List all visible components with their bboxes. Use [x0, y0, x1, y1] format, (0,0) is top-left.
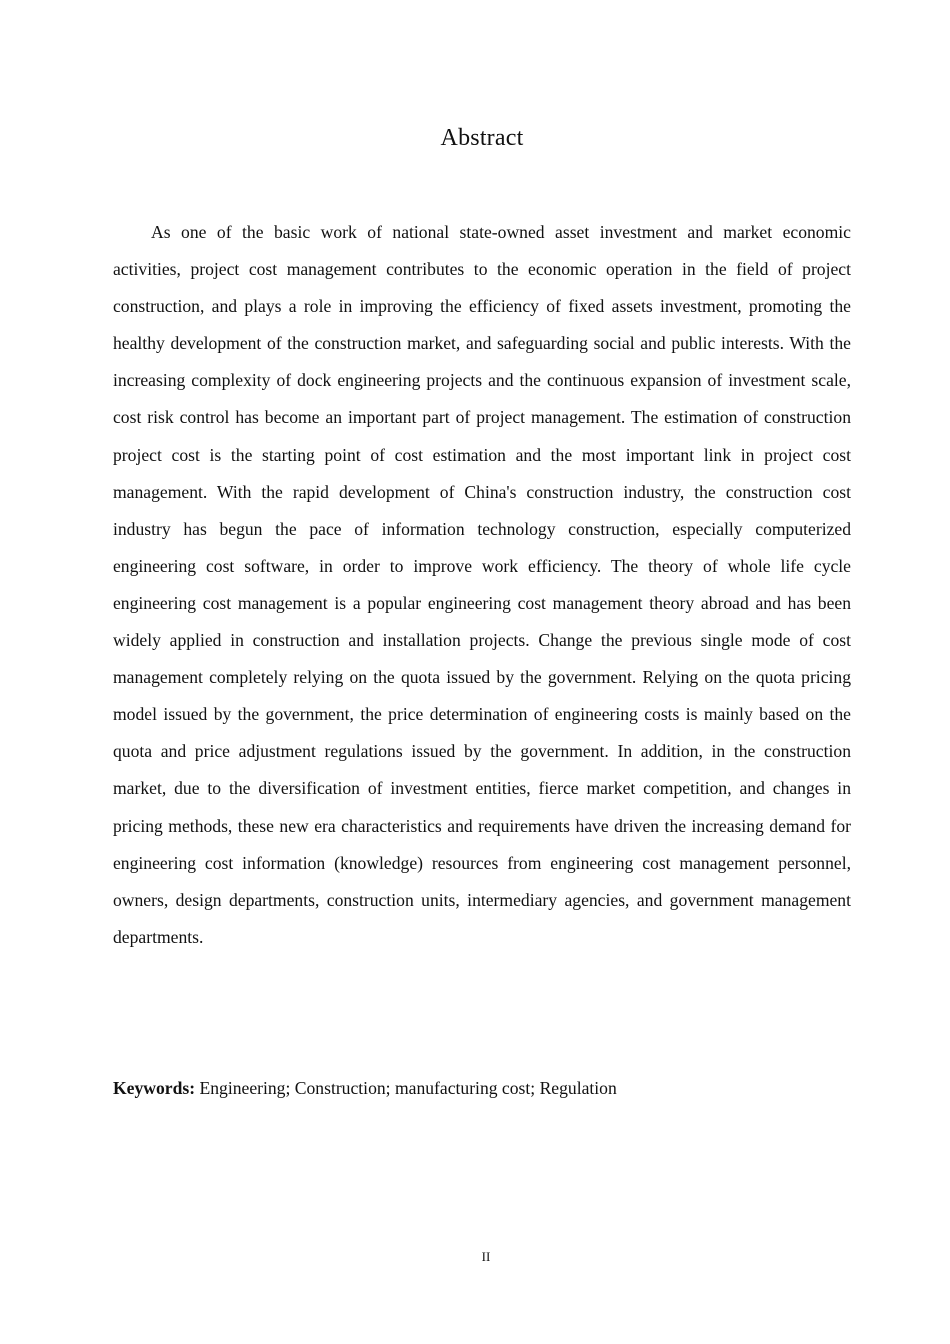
keywords-line — [113, 1074, 851, 1102]
keywords-value: Engineering; Construction; manufacturing cost; Regulation — [195, 1078, 617, 1098]
keywords-label: Keywords: — [113, 1078, 196, 1098]
abstract-paragraph: As one of the basic work of national state-owned asset investment and market economic activities, project cost management contributes to the economic operation in the field of project construction, and plays a role in improving the efficiency of fixed assets investment, promoting the healthy development of the construction market, and safeguarding social and public interests. With the increasing complexity of dock engineering projects and the continuous expansion of investment scale, cost risk control has become an important part of project management. The estimation of construction project cost is the starting point of cost estimation and the most important link in project cost management. With the rapid development of China's construction industry, the construction cost industry has begun the pace of information technology construction, especially computerized engineering cost software, in order to improve work efficiency. The theory of whole life cycle engineering cost management is a popular engineering cost management theory abroad and has been widely applied in construction and installation projects. Change the previous single mode of cost management completely relying on the quota issued by the government. Relying on the quota pricing model issued by the government, the price determination of engineering costs is mainly based on the quota and price adjustment regulations issued by the government. In addition, in the construction market, due to the diversification of investment entities, fierce market competition, and changes in pricing methods, these new era characteristics and requirements have driven the increasing demand for engineering cost information (knowledge) resources from engineering cost management personnel, owners, design departments, construction units, intermediary agencies, and government management departments. — [113, 222, 851, 947]
page-title: Abstract — [440, 125, 524, 151]
page-number: II — [481, 1249, 491, 1264]
